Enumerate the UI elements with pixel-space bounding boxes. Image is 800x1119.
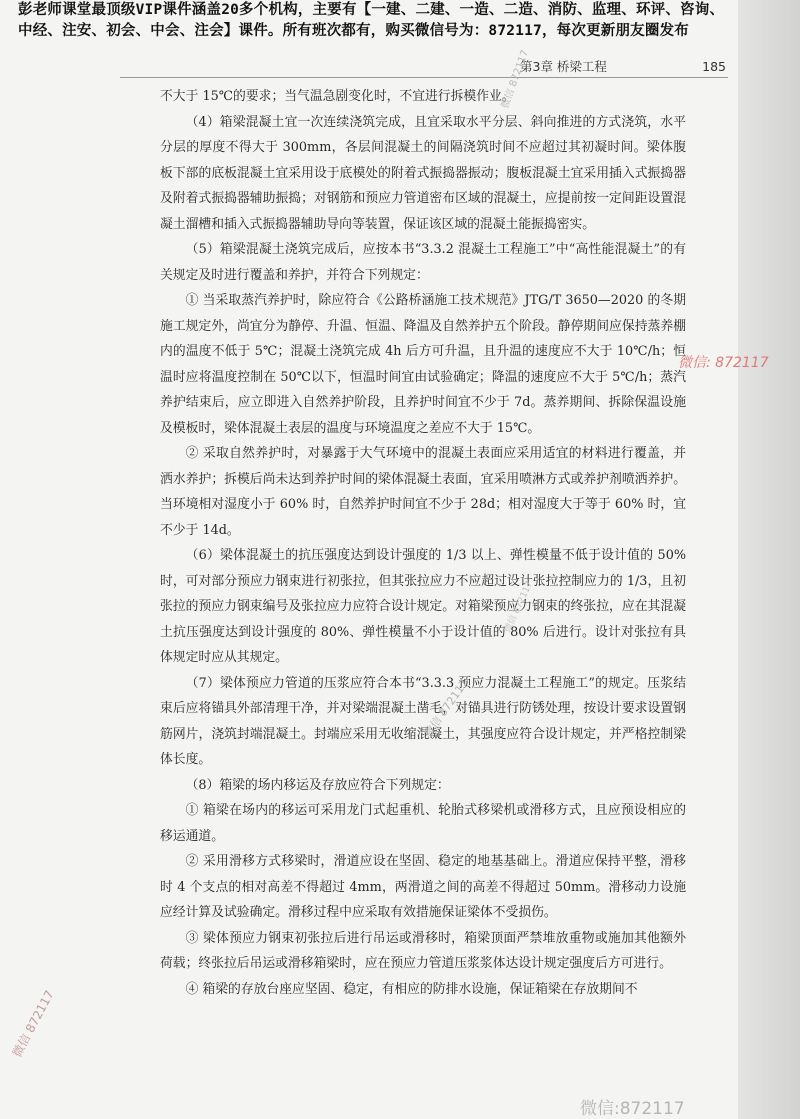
paragraph: 不大于 15℃的要求；当气温急剧变化时，不宜进行拆模作业。 [160, 89, 515, 104]
paragraph: ③ 梁体预应力钢束初张拉后进行吊运或滑移时，箱梁顶面严禁堆放重物或施加其他额外荷载；终张拉后吊运或滑移箱梁时，应在预应力管道压浆浆体达设计规定强度后方可进行。 [160, 930, 686, 971]
body-text [160, 84, 686, 1002]
paragraph: ① 箱梁在场内的移运可采用龙门式起重机、轮胎式移梁机或滑移方式，且应预设相应的移运通道。 [160, 803, 686, 844]
page-edge-shadow [738, 0, 800, 1119]
paragraph: （7）梁体预应力管道的压浆应符合本书“3.3.3 预应力混凝土工程施工”的规定。压浆结束后应将锚具外部清理干净，并对梁端混凝土凿毛，对锚具进行防锈处理，按设计要求设置钢筋网片，浇筑封端混凝土。封端应采用无收缩混凝土，其强度应符合设计规定，并严格控制梁体长度。 [160, 675, 686, 767]
promo-banner-line-1: 彭老师课堂最顶级VIP课件涵盖20多个机构，主要有【一建、二建、一造、二造、消防、监理、环评、咨询、 [18, 2, 725, 18]
promo-banner-line-2: 中经、注安、初会、中会、注会】课件。所有班次都有，购买微信号为：872117，每次更新朋友圈发布 [18, 23, 689, 39]
promo-banner [18, 0, 738, 42]
page-number: 185 [702, 58, 726, 74]
watermark-bottom: 微信:872117 [580, 1099, 685, 1119]
paragraph: ④ 箱梁的存放台座应坚固、稳定，有相应的防排水设施，保证箱梁在存放期间不 [185, 981, 638, 997]
paragraph: （5）箱梁混凝土浇筑完成后，应按本书“3.3.2 混凝土工程施工”中“高性能混凝土”的有关规定及时进行覆盖和养护，并符合下列规定： [160, 242, 686, 283]
paragraph: （8）箱梁的场内移运及存放应符合下列规定： [185, 777, 450, 793]
paragraph: ① 当采取蒸汽养护时，除应符合《公路桥涵施工技术规范》JTG/T 3650—2020 的冬期施工规定外，尚宜分为静停、升温、恒温、降温及自然养护五个阶段。静停期间应保持蒸养棚内的温度不低于 5℃；混凝土浇筑完成 4h 后方可升温，且升温的速度应不大于 10℃/h；恒温时应将温度控制在 50℃以下，恒温时间宜由试验确定；降温的速度应不大于 5℃/h；蒸汽养护结束后，应立即进入自然养护阶段，且养护时间宜不少于 7d。蒸养期间、拆除保温设施及模板时，梁体混凝土表层的温度与环境温度之差应不大于 15℃。 [160, 293, 686, 436]
watermark-faint: 微信 872117 [421, 676, 471, 740]
paragraph: ② 采取自然养护时，对暴露于大气环境中的混凝土表面应采用适宜的材料进行覆盖，并洒水养护；拆模后尚未达到养护时间的梁体混凝土表面，宜采用喷淋方式或养护剂喷洒养护。当环境相对湿度小于 60% 时，自然养护时间宜不少于 28d；相对湿度大于等于 60% 时，宜不少于 14d。 [160, 446, 686, 538]
chapter-title: 第3章 桥梁工程 [520, 59, 607, 74]
watermark-faint: 微信 872117 [502, 579, 536, 635]
watermark-faint: 微信 872117 [499, 48, 532, 111]
running-header [520, 54, 726, 78]
header-rule [120, 77, 728, 78]
paragraph: ② 采用滑移方式移梁时，滑道应设在坚固、稳定的地基基础上。滑道应保持平整，滑移时 4 个支点的相对高差不得超过 4mm，两滑道之间的高差不得超过 50mm。滑移动力设施应经计算及试验确定。滑移过程中应采取有效措施保证梁体不受损伤。 [160, 854, 686, 920]
watermark-corner: 微信 872117 [9, 987, 57, 1060]
watermark-side: 微信: 872117 [678, 355, 769, 371]
paragraph: （6）梁体混凝土的抗压强度达到设计强度的 1/3 以上、弹性模量不低于设计值的 50% 时，可对部分预应力钢束进行初张拉，但其张拉应力不应超过设计张拉控制应力的 1/3，且初张拉的预应力钢束编号及张拉应力应符合设计规定。对箱梁预应力钢束的终张拉，应在其混凝土抗压强度达到设计强度的 80%、弹性模量不小于设计值的 80% 后进行。设计对张拉有具体规定时应从其规定。 [160, 548, 686, 665]
paragraph: （4）箱梁混凝土宜一次连续浇筑完成，且宜采取水平分层、斜向推进的方式浇筑，水平分层的厚度不得大于 300mm，各层间混凝土的间隔浇筑时间不应超过其初凝时间。梁体腹板下部的底板混凝土宜采用设于底模处的附着式振捣器振动；腹板混凝土宜采用插入式振捣器及附着式振捣器辅助振捣；对钢筋和预应力管道密布区域的混凝土，应提前按一定间距设置混凝土溜槽和插入式振捣器辅助导向等装置，保证该区域的混凝土能振捣密实。 [160, 114, 686, 232]
